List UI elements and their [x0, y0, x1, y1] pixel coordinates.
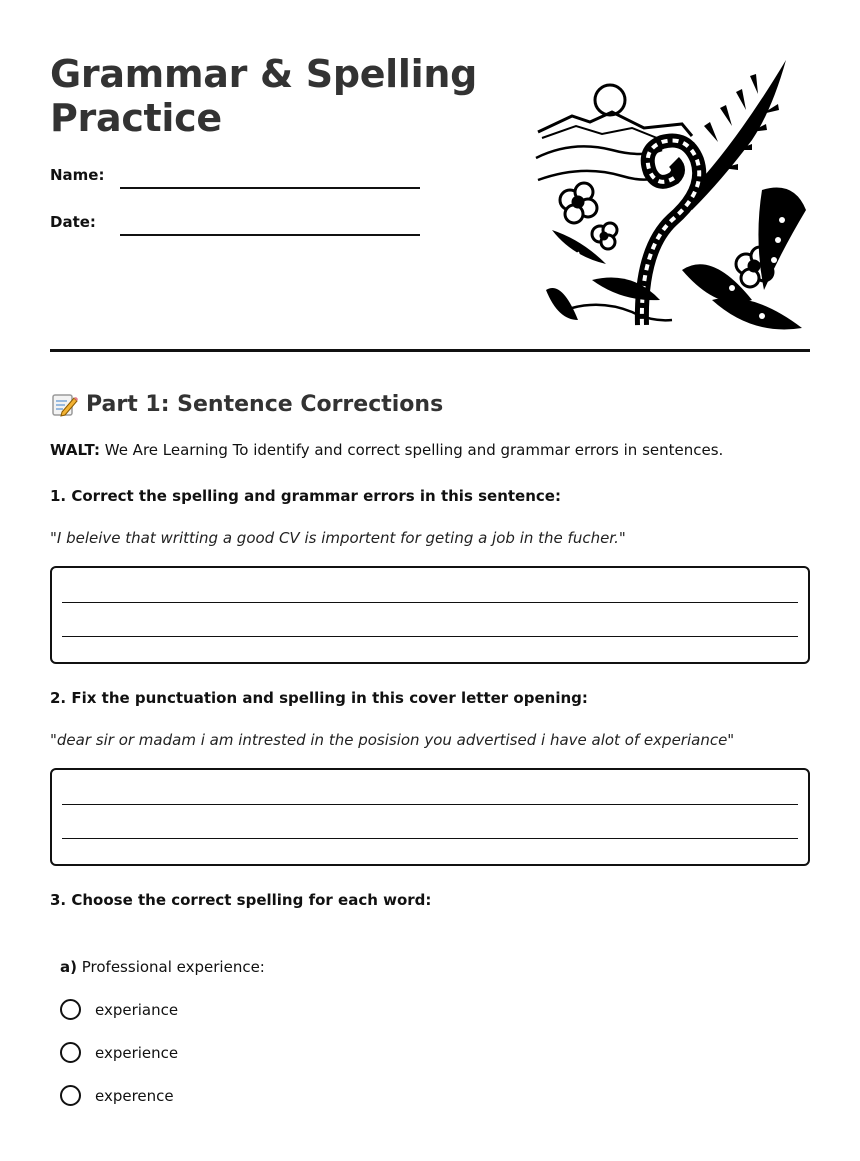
radio-button[interactable]	[60, 999, 81, 1020]
pencil-memo-icon	[50, 390, 78, 418]
radio-button[interactable]	[60, 1085, 81, 1106]
answer-line	[62, 602, 798, 603]
question-2-quote: "dear sir or madam i am intrested in the posision you advertised i have alot of experiance"	[50, 731, 735, 749]
answer-line	[62, 636, 798, 637]
option-label: experence	[95, 1086, 174, 1105]
question-1-answer-box[interactable]	[50, 566, 810, 664]
option-label: experiance	[95, 1000, 179, 1019]
date-label: Date:	[50, 213, 96, 231]
name-label: Name:	[50, 166, 105, 184]
walt-statement	[50, 441, 810, 459]
option-3[interactable]	[60, 1085, 174, 1106]
section-heading-part1	[50, 390, 443, 418]
question-3a-label	[60, 958, 265, 976]
sun-icon	[595, 85, 625, 115]
walt-label: WALT:	[50, 441, 100, 459]
sub-letter: a)	[60, 958, 77, 976]
question-2-prompt: 2. Fix the punctuation and spelling in this cover letter opening:	[50, 689, 588, 707]
answer-line	[62, 838, 798, 839]
option-1[interactable]	[60, 999, 178, 1020]
answer-line	[62, 804, 798, 805]
date-field[interactable]	[120, 234, 420, 236]
question-1-prompt: 1. Correct the spelling and grammar errors in this sentence:	[50, 487, 561, 505]
sub-text: Professional experience:	[76, 958, 265, 976]
name-field[interactable]	[120, 187, 420, 189]
question-2-answer-box[interactable]	[50, 768, 810, 866]
option-label: experience	[95, 1043, 179, 1062]
header-divider	[50, 349, 810, 352]
option-2[interactable]	[60, 1042, 178, 1063]
koru-fern-illustration	[532, 50, 814, 335]
section-heading-text: Part 1: Sentence Corrections	[86, 391, 444, 417]
question-1-quote: "I beleive that writting a good CV is importent for geting a job in the fucher."	[50, 529, 626, 547]
page-title: Grammar & Spelling Practice	[50, 52, 478, 140]
walt-text: We Are Learning To identify and correct spelling and grammar errors in sentences.	[99, 441, 724, 459]
radio-button[interactable]	[60, 1042, 81, 1063]
question-3-prompt: 3. Choose the correct spelling for each word:	[50, 891, 432, 909]
